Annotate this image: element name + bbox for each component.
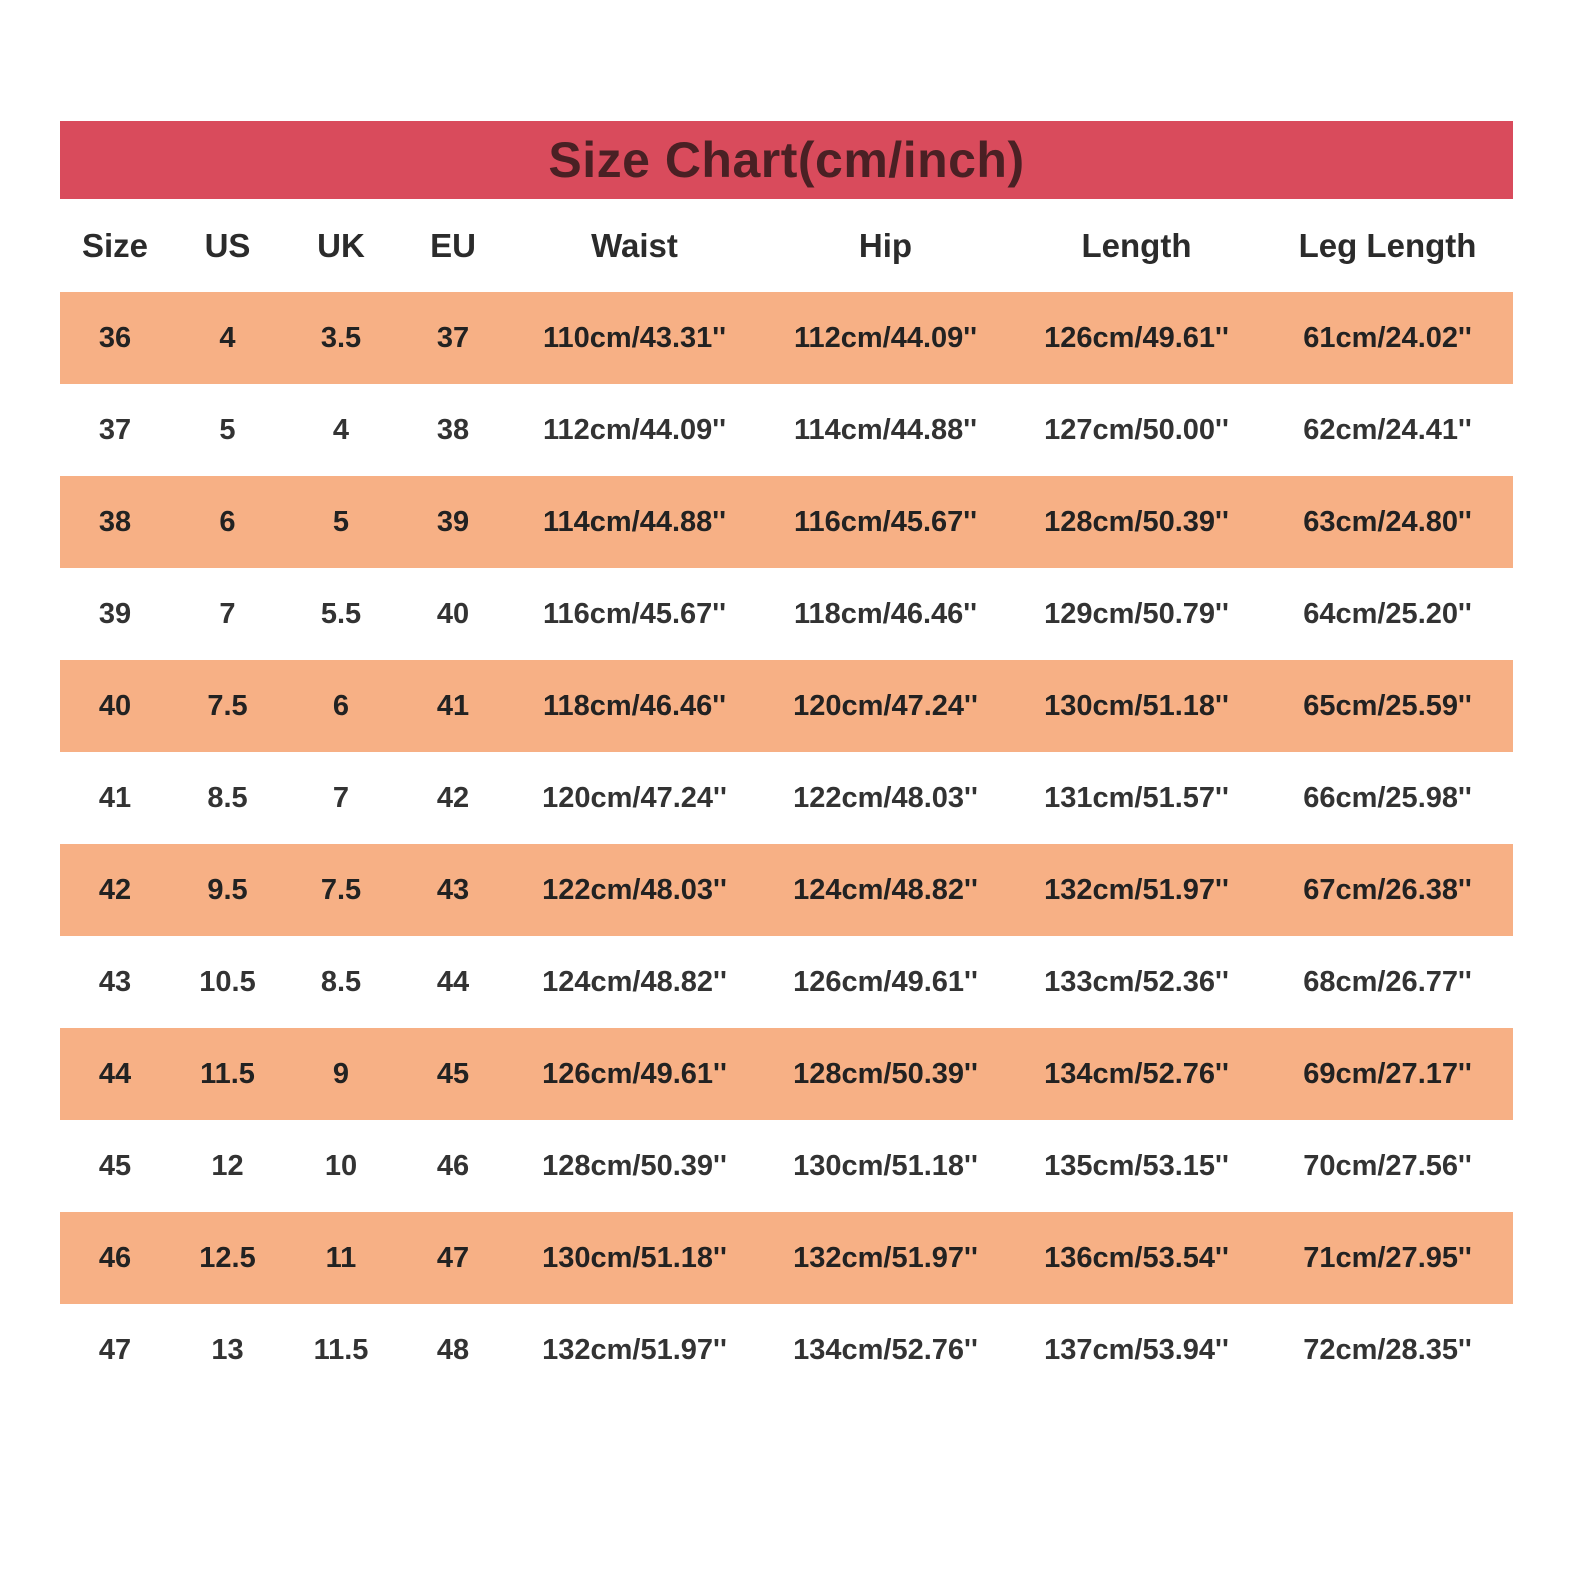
column-header-leg-length: Leg Length <box>1298 226 1477 264</box>
table-cell-uk: 3.5 <box>285 292 397 384</box>
table-cell-waist: 110cm/43.31'' <box>509 292 760 384</box>
table-cell-eu: 47 <box>397 1212 509 1304</box>
table-cell-leg-length: 71cm/27.95'' <box>1262 1212 1513 1304</box>
table-cell-eu: 44 <box>397 936 509 1028</box>
table-cell-eu: 45 <box>397 1028 509 1120</box>
table-cell-length: 129cm/50.79'' <box>1011 568 1262 660</box>
column-header-hip: Hip <box>858 226 913 264</box>
table-cell-leg-length: 68cm/26.77'' <box>1262 936 1513 1028</box>
table-cell-uk: 9 <box>285 1028 397 1120</box>
table-row <box>60 476 1513 568</box>
table-cell-us: 12 <box>170 1120 285 1212</box>
column-header-waist: Waist <box>591 226 678 264</box>
table-cell-size: 45 <box>60 1120 170 1212</box>
table-cell-hip: 116cm/45.67'' <box>760 476 1011 568</box>
table-cell-hip: 120cm/47.24'' <box>760 660 1011 752</box>
table-cell-uk: 6 <box>285 660 397 752</box>
table-cell-hip: 124cm/48.82'' <box>760 844 1011 936</box>
table-cell-waist: 124cm/48.82'' <box>509 936 760 1028</box>
table-cell-waist: 130cm/51.18'' <box>509 1212 760 1304</box>
table-cell-waist: 112cm/44.09'' <box>509 384 760 476</box>
table-cell-size: 36 <box>60 292 170 384</box>
table-cell-hip: 128cm/50.39'' <box>760 1028 1011 1120</box>
column-header-length: Length <box>1081 226 1192 264</box>
table-cell-eu: 37 <box>397 292 509 384</box>
table-cell-us: 8.5 <box>170 752 285 844</box>
title-bar <box>60 121 1513 199</box>
table-cell-leg-length: 67cm/26.38'' <box>1262 844 1513 936</box>
table-cell-hip: 130cm/51.18'' <box>760 1120 1011 1212</box>
table-cell-eu: 43 <box>397 844 509 936</box>
table-cell-leg-length: 69cm/27.17'' <box>1262 1028 1513 1120</box>
table-cell-eu: 40 <box>397 568 509 660</box>
table-cell-us: 4 <box>170 292 285 384</box>
size-chart <box>60 121 1513 1396</box>
table-cell-waist: 116cm/45.67'' <box>509 568 760 660</box>
table-cell-uk: 8.5 <box>285 936 397 1028</box>
table-cell-size: 39 <box>60 568 170 660</box>
table-cell-length: 132cm/51.97'' <box>1011 844 1262 936</box>
column-header-eu: EU <box>430 226 476 264</box>
table-row <box>60 568 1513 660</box>
table-cell-length: 128cm/50.39'' <box>1011 476 1262 568</box>
table-cell-uk: 11.5 <box>285 1304 397 1396</box>
table-cell-eu: 39 <box>397 476 509 568</box>
table-cell-waist: 126cm/49.61'' <box>509 1028 760 1120</box>
table-row <box>60 1212 1513 1304</box>
table-row <box>60 1028 1513 1120</box>
table-cell-uk: 5.5 <box>285 568 397 660</box>
table-cell-size: 38 <box>60 476 170 568</box>
table-cell-us: 5 <box>170 384 285 476</box>
table-cell-waist: 114cm/44.88'' <box>509 476 760 568</box>
table-cell-leg-length: 72cm/28.35'' <box>1262 1304 1513 1396</box>
table-cell-size: 42 <box>60 844 170 936</box>
table-cell-length: 134cm/52.76'' <box>1011 1028 1262 1120</box>
table-cell-hip: 112cm/44.09'' <box>760 292 1011 384</box>
table-row <box>60 1120 1513 1212</box>
table-cell-length: 136cm/53.54'' <box>1011 1212 1262 1304</box>
table-cell-length: 133cm/52.36'' <box>1011 936 1262 1028</box>
table-cell-us: 12.5 <box>170 1212 285 1304</box>
table-row <box>60 844 1513 936</box>
table-cell-hip: 132cm/51.97'' <box>760 1212 1011 1304</box>
table-cell-hip: 114cm/44.88'' <box>760 384 1011 476</box>
table-cell-size: 47 <box>60 1304 170 1396</box>
table-cell-leg-length: 62cm/24.41'' <box>1262 384 1513 476</box>
table-cell-length: 131cm/51.57'' <box>1011 752 1262 844</box>
table-cell-eu: 38 <box>397 384 509 476</box>
table-cell-size: 43 <box>60 936 170 1028</box>
table-cell-us: 6 <box>170 476 285 568</box>
table-cell-leg-length: 70cm/27.56'' <box>1262 1120 1513 1212</box>
table-cell-uk: 5 <box>285 476 397 568</box>
table-cell-hip: 122cm/48.03'' <box>760 752 1011 844</box>
table-cell-waist: 118cm/46.46'' <box>509 660 760 752</box>
table-row <box>60 660 1513 752</box>
table-cell-us: 7.5 <box>170 660 285 752</box>
table-cell-length: 126cm/49.61'' <box>1011 292 1262 384</box>
table-cell-leg-length: 64cm/25.20'' <box>1262 568 1513 660</box>
table-cell-uk: 10 <box>285 1120 397 1212</box>
table-cell-leg-length: 61cm/24.02'' <box>1262 292 1513 384</box>
table-row <box>60 384 1513 476</box>
table-cell-hip: 126cm/49.61'' <box>760 936 1011 1028</box>
table-cell-leg-length: 63cm/24.80'' <box>1262 476 1513 568</box>
table-cell-hip: 134cm/52.76'' <box>760 1304 1011 1396</box>
table-cell-size: 41 <box>60 752 170 844</box>
table-row <box>60 292 1513 384</box>
table-cell-waist: 122cm/48.03'' <box>509 844 760 936</box>
table-body <box>60 292 1513 1396</box>
table-cell-us: 10.5 <box>170 936 285 1028</box>
table-cell-waist: 128cm/50.39'' <box>509 1120 760 1212</box>
table-cell-uk: 7 <box>285 752 397 844</box>
table-cell-uk: 4 <box>285 384 397 476</box>
table-row <box>60 936 1513 1028</box>
column-header-size: Size <box>81 226 149 264</box>
table-cell-uk: 11 <box>285 1212 397 1304</box>
table-cell-length: 130cm/51.18'' <box>1011 660 1262 752</box>
table-cell-us: 11.5 <box>170 1028 285 1120</box>
table-cell-leg-length: 65cm/25.59'' <box>1262 660 1513 752</box>
table-cell-us: 13 <box>170 1304 285 1396</box>
column-header-us: US <box>204 226 251 264</box>
table-row <box>60 752 1513 844</box>
table-cell-size: 40 <box>60 660 170 752</box>
table-row <box>60 1304 1513 1396</box>
table-cell-eu: 42 <box>397 752 509 844</box>
table-cell-length: 127cm/50.00'' <box>1011 384 1262 476</box>
table-cell-size: 46 <box>60 1212 170 1304</box>
table-cell-length: 135cm/53.15'' <box>1011 1120 1262 1212</box>
table-cell-waist: 132cm/51.97'' <box>509 1304 760 1396</box>
table-cell-us: 9.5 <box>170 844 285 936</box>
table-cell-size: 44 <box>60 1028 170 1120</box>
table-cell-leg-length: 66cm/25.98'' <box>1262 752 1513 844</box>
table-cell-uk: 7.5 <box>285 844 397 936</box>
table-cell-waist: 120cm/47.24'' <box>509 752 760 844</box>
header-row <box>60 199 1513 292</box>
table-cell-eu: 46 <box>397 1120 509 1212</box>
table-cell-eu: 48 <box>397 1304 509 1396</box>
table-cell-length: 137cm/53.94'' <box>1011 1304 1262 1396</box>
table-cell-us: 7 <box>170 568 285 660</box>
size-table <box>60 199 1513 1396</box>
column-header-uk: UK <box>317 226 365 264</box>
table-cell-eu: 41 <box>397 660 509 752</box>
chart-title: Size Chart(cm/inch) <box>548 132 1025 188</box>
table-cell-hip: 118cm/46.46'' <box>760 568 1011 660</box>
table-cell-size: 37 <box>60 384 170 476</box>
